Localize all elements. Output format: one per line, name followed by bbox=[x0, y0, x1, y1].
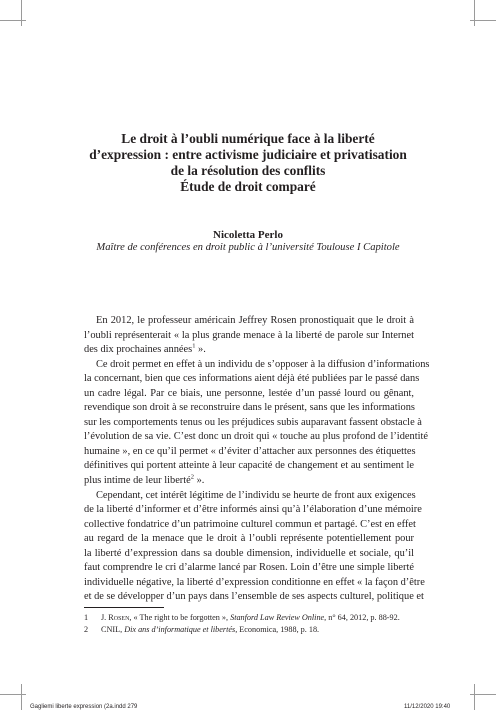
text-line: un cadre légal. Par ce biais, une personne, lestée d’un passé lourd ou gênant, bbox=[84, 387, 414, 399]
author-name: Nicoletta Perlo bbox=[213, 229, 283, 241]
text-line bbox=[84, 343, 414, 358]
text-span: ». bbox=[195, 344, 206, 356]
text-line: Cependant, cet intérêt légitime de l’individu se heurte de front aux exigences bbox=[96, 489, 416, 501]
footnote-number: 1 bbox=[84, 613, 89, 622]
text-line: collective fondatrice d’un patrimoine culturel commun et partagé. C’est en effet bbox=[84, 518, 416, 530]
crop-mark-top-left bbox=[21, 0, 22, 26]
text-line: l’évolution de sa vie. C’est donc un droit qui « touche au plus profond de l’identité bbox=[84, 431, 428, 443]
crop-mark-bottom-left bbox=[21, 684, 22, 710]
title-line-4: Étude de droit comparé bbox=[180, 179, 316, 194]
paragraph-2 bbox=[84, 358, 430, 489]
footnote-text bbox=[101, 612, 400, 624]
text-line: revendique son droit à se reconstruire dans le présent, sans que les informations bbox=[84, 402, 415, 414]
crop-mark-bottom-left-h bbox=[0, 694, 26, 695]
text-line: au regard de la menace que le droit à l’oubli représente potentiellement pour bbox=[84, 533, 414, 545]
text-line: et de se développer d’un pays dans l’ensemble de ses aspects culturel, politique et bbox=[84, 591, 424, 603]
footnote-journal: Dix ans d’informatique et libertés bbox=[124, 625, 236, 634]
paragraph-3 bbox=[84, 489, 425, 605]
title-line-2: d’expression : entre activisme judiciaire et privatisation bbox=[89, 147, 407, 162]
text-line: sur les comportements tenus ou les préjudices subis auparavant fassent obstacle à bbox=[84, 416, 422, 428]
text-span: , bbox=[120, 625, 125, 634]
footnote-ref-2[interactable]: 2 bbox=[190, 473, 195, 481]
body-text bbox=[84, 314, 430, 605]
footnote-rule bbox=[84, 607, 164, 608]
text-line: En 2012, le professeur américain Jeffrey Rosen pronostiquait que le droit à bbox=[96, 315, 414, 326]
crop-mark-top-right-h bbox=[470, 20, 496, 21]
footnote-1 bbox=[84, 612, 414, 624]
author-affiliation: Maître de conférences en droit public à l’université Toulouse I Capitole bbox=[96, 242, 400, 253]
text-span: ». bbox=[194, 475, 205, 487]
crop-mark-top-left-h bbox=[0, 20, 26, 21]
text-line: la liberté d’expression dans sa double dimension, individuelle et sociale, qu’il bbox=[84, 547, 414, 559]
footnotes bbox=[84, 612, 414, 636]
footnote-2 bbox=[84, 624, 414, 636]
text-span: des dix prochaines années bbox=[84, 344, 193, 356]
text-line: de la liberté d’informer et d’être informés ainsi qu’à l’élaboration d’une mémoire bbox=[84, 504, 422, 516]
print-slug-date: 11/12/2020 19:40 bbox=[404, 704, 451, 710]
text-span: , Economica, 1988, p. 18. bbox=[235, 625, 320, 634]
footnote-author: CNIL bbox=[101, 625, 121, 634]
title-line-1: Le droit à l’oubli numérique face à la liberté bbox=[121, 131, 375, 146]
text-span: , n° 64, 2012, p. 88-92. bbox=[324, 613, 400, 622]
text-line: faut comprendre le cri d’alarme lancé par Rosen. Loin d’être une simple liberté bbox=[84, 562, 414, 574]
text-line: définitives qui portent atteinte à leur capacité de changement et au sentiment le bbox=[84, 460, 414, 472]
paragraph-1 bbox=[84, 314, 414, 358]
footnote-text bbox=[101, 624, 319, 636]
text-line bbox=[84, 474, 414, 489]
footnote-author: J. Rosen bbox=[101, 613, 130, 622]
crop-mark-top-right bbox=[474, 0, 475, 26]
footnote-number: 2 bbox=[84, 625, 89, 634]
crop-mark-bottom-right-h bbox=[470, 694, 496, 695]
footnote-ref-1[interactable]: 1 bbox=[192, 342, 196, 350]
print-slug-file: Gagliemi liberte expression (2a.indd 279 bbox=[30, 704, 138, 710]
text-span: plus intime de leur liberté bbox=[84, 475, 191, 487]
text-line: humaine », en ce qu’il permet « d’éviter d’attacher aux personnes des étiquettes bbox=[84, 445, 416, 457]
text-line: l’oubli représenterait « la plus grande menace à la liberté de parole sur Internet bbox=[84, 329, 414, 341]
text-line: Ce droit permet en effet à un individu de s’opposer à la diffusion d’informations bbox=[96, 358, 430, 370]
title-line-3: de la résolution des conflits bbox=[170, 163, 326, 178]
text-line: la concernant, bien que ces informations aient déjà été publiées par le passé dans bbox=[84, 373, 420, 385]
footnote-journal: Stanford Law Review Online bbox=[230, 613, 325, 622]
crop-mark-bottom-right bbox=[474, 684, 475, 710]
text-span: , « The right to be forgotten », bbox=[129, 613, 231, 622]
text-line: individuelle négative, la liberté d’expression conditionne en effet « la façon d’être bbox=[84, 576, 425, 588]
article-title bbox=[60, 131, 436, 195]
